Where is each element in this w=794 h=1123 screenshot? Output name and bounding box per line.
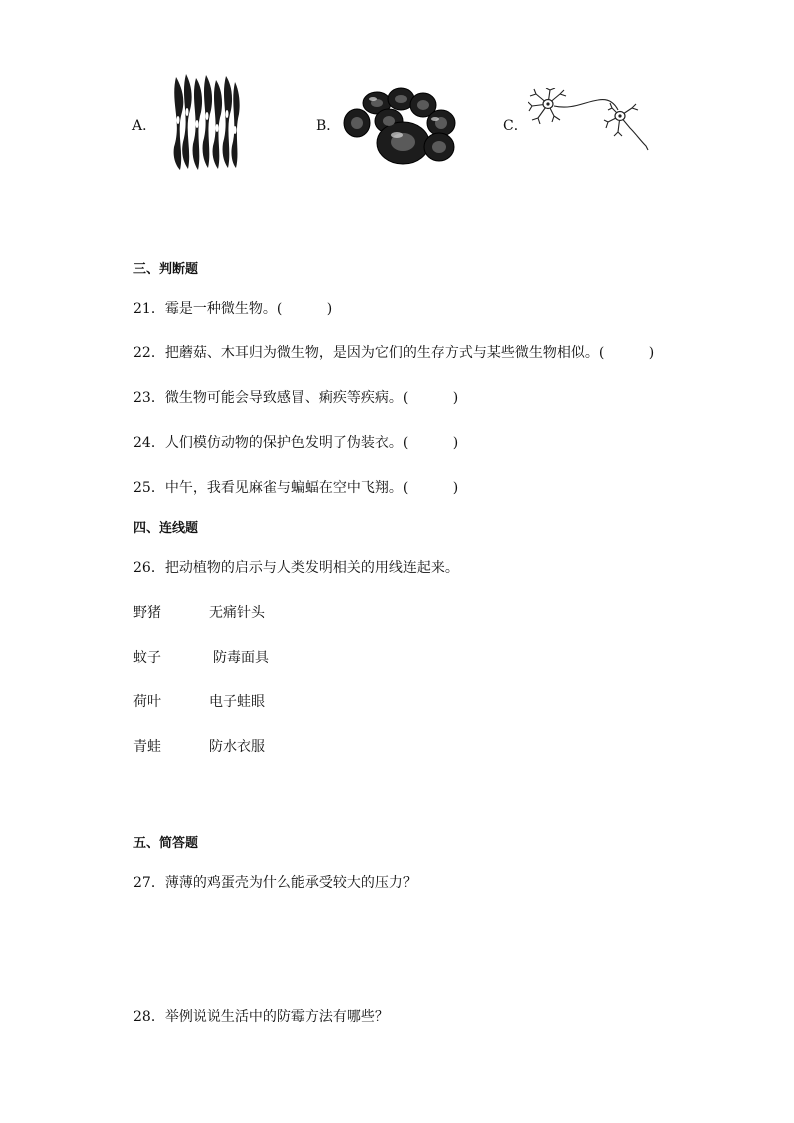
question-number: 25． (133, 480, 165, 496)
elongated-cells-image (168, 72, 242, 172)
question-number: 23． (133, 390, 165, 406)
option-a-label: A． (132, 118, 157, 134)
red-blood-cells-image (343, 85, 459, 167)
question-26 (133, 557, 459, 577)
question-27 (133, 872, 417, 892)
answer-blank[interactable]: ( ) (402, 435, 459, 451)
question-28 (133, 1006, 389, 1026)
question-number: 26． (133, 560, 165, 576)
section-title-short: 五、简答题 (133, 836, 199, 851)
question-text: 把动植物的启示与人类发明相关的用线连起来。 (164, 560, 459, 576)
question-text: 霉是一种微生物。 (164, 301, 277, 317)
question-24 (133, 432, 458, 452)
question-number: 27． (133, 875, 165, 891)
section-title-judge: 三、判断题 (133, 262, 199, 277)
answer-blank[interactable]: ( ) (598, 345, 655, 361)
question-21 (133, 298, 332, 318)
match-left-item[interactable]: 荷叶 (133, 694, 161, 710)
match-right-item[interactable]: 无痛针头 (209, 605, 265, 621)
answer-blank[interactable]: ( ) (276, 301, 333, 317)
option-c-label: C． (503, 118, 528, 134)
question-number: 24． (133, 435, 165, 451)
match-left-item[interactable]: 蚊子 (133, 650, 161, 666)
question-number: 22． (133, 345, 165, 361)
match-right-item[interactable]: 防水衣服 (209, 739, 265, 755)
option-b-label: B． (316, 118, 341, 134)
answer-blank[interactable]: ( ) (402, 390, 459, 406)
question-number: 28． (133, 1009, 165, 1025)
question-text: 中午，我看见麻雀与蝙蝠在空中飞翔。 (164, 480, 403, 496)
question-25 (133, 477, 458, 497)
question-number: 21． (133, 301, 165, 317)
question-text: 薄薄的鸡蛋壳为什么能承受较大的压力？ (164, 875, 417, 891)
question-23 (133, 387, 458, 407)
question-text: 举例说说生活中的防霉方法有哪些？ (164, 1009, 389, 1025)
question-22 (133, 342, 654, 362)
question-text: 微生物可能会导致感冒、痢疾等疾病。 (164, 390, 403, 406)
neuron-image (528, 88, 650, 154)
question-text: 把蘑菇、木耳归为微生物，是因为它们的生存方式与某些微生物相似。 (164, 345, 599, 361)
match-right-item[interactable]: 防毒面具 (213, 650, 269, 666)
section-title-match: 四、连线题 (133, 521, 199, 536)
answer-blank[interactable]: ( ) (402, 480, 459, 496)
question-text: 人们模仿动物的保护色发明了伪装衣。 (164, 435, 403, 451)
match-left-item[interactable]: 青蛙 (133, 739, 161, 755)
match-left-item[interactable]: 野猪 (133, 605, 161, 621)
match-right-item[interactable]: 电子蛙眼 (209, 694, 265, 710)
